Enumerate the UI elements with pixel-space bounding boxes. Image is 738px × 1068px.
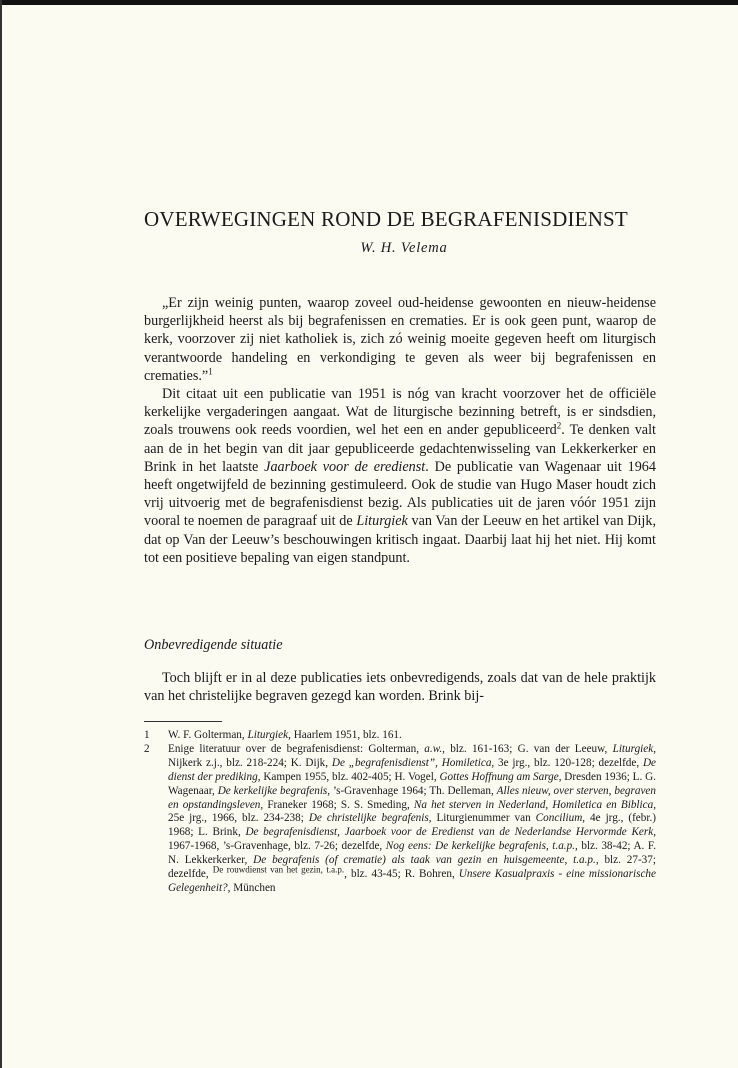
footnote-ref-1: 1 (208, 366, 213, 377)
footnote-text: Enige literatuur over de begrafenisdienst: Golterman, a.w., blz. 161-163; G. van der Leeuw, Liturgiek, Nijkerk z.j., blz. 218-224; K. Dijk, De „begrafenisdienst”, Homiletica, 3e jrg., blz. 120-128; dezelfde, De dienst der prediking, Kampen 1955, blz. 402-405; H. Vogel, Gottes Hoffnung am Sarge, Dresden 1936; L. G. Wagenaar, De kerkelijke begrafenis, ’s-Gravenhage 1964; Th. Delleman, Alles nieuw, over sterven, begraven en opstandingsleven, Franeker 1968; S. S. Smeding, Na het sterven in Nederland, Homiletica en Biblica, 25e jrg., 1966, blz. 234-238; De christelijke begrafenis, Liturgienummer van Concilium, 4e jrg., (febr.) 1968; L. Brink, De begrafenisdienst, Jaarboek voor de Eredienst van de Nederlandse Hervormde Kerk, 1967-1968, ’s-Gravenhage, blz. 7-26; dezelfde, Nog eens: De kerkelijke begrafenis, t.a.p., blz. 38-42; A. F. N. Lekkerkerker, De begrafenis (of crematie) als taak van gezin en huisgemeente, t.a.p., blz. 27-37; dezelfde, $^{De rouwdienst van het gezin, t.a.p.}$, blz. 43-45; R. Bohren, Unsere Kasualpraxis - eine missionarische Gelegenheit?, München (168, 742, 657, 894)
footnote-2 (144, 743, 656, 896)
article-author: W. H. Velema (360, 240, 448, 256)
paragraph-2: Dit citaat uit een publicatie van 1951 is nóg van kracht voorzover het de officiële kerkelijke vergaderingen aangaat. Wat de liturgische bezinning betreft, is er sindsdien, zoals trouwens ook reeds voordien, wel het een en ander gepubliceerd$^2$. Te denken valt aan de in het begin van dit jaar gepubliceerde gedachtenwisseling van Lekkerkerker en Brink in het laatste Jaarboek voor de eredienst. De publicatie van Wagenaar uit 1964 heeft ongetwijfeld de bezinning gestimuleerd. Ook de studie van Hugo Maser houdt zich vrij uitvoerig met de begrafenisdienst bezig. Als publicaties uit de jaren vóór 1951 zijn vooral te noemen de paragraaf uit de Liturgiek van Van der Leeuw en het artikel van Dijk, dat op Van der Leeuw’s beschouwingen kritisch ingaat. Daarbij laat hij het niet. Hij komt tot een positieve bepaling van eigen standpunt. (144, 386, 656, 566)
paragraph-1: „Er zijn weinig punten, waarop zoveel oud-heidense gewoonten en nieuw-heidense burgerlijkheid heerst als bij begrafenissen en crematies. Er is ook geen punt, waarop de kerk, voorzover zij niet katholiek is, zich zó weinig moeite gegeven heeft om liturgisch verantwoorde handeling en verkondiging te geven als weer bij begrafenissen en crematies.”$^1$ (144, 295, 656, 384)
liturgiek-title: Liturgiek (356, 513, 408, 530)
footnote-number: 1 (144, 729, 150, 741)
footnote-divider (144, 721, 222, 722)
article-body (144, 294, 656, 567)
jaarboek-title: Jaarboek voor de eredienst (264, 458, 426, 475)
section-heading: Onbevredigende situatie (144, 637, 283, 653)
footnote-text: W. F. Golterman, Liturgiek, Haarlem 1951, blz. 161. (168, 729, 402, 741)
paragraph-3: Toch blijft er in al deze publicaties iets onbevredigends, zoals dat van de hele praktijk van het christelijke begraven gezegd kan worden. Brink bij- (144, 670, 656, 705)
footnotes (144, 729, 656, 896)
footnote-ref-2: 2 (556, 420, 562, 431)
footnote-number: 2 (144, 742, 150, 755)
footnote-1 (144, 729, 656, 743)
article-title: OVERWEGINGEN ROND DE BEGRAFENISDIENST (144, 207, 628, 231)
page-left-border (0, 0, 2, 1068)
page-top-border (0, 0, 738, 5)
